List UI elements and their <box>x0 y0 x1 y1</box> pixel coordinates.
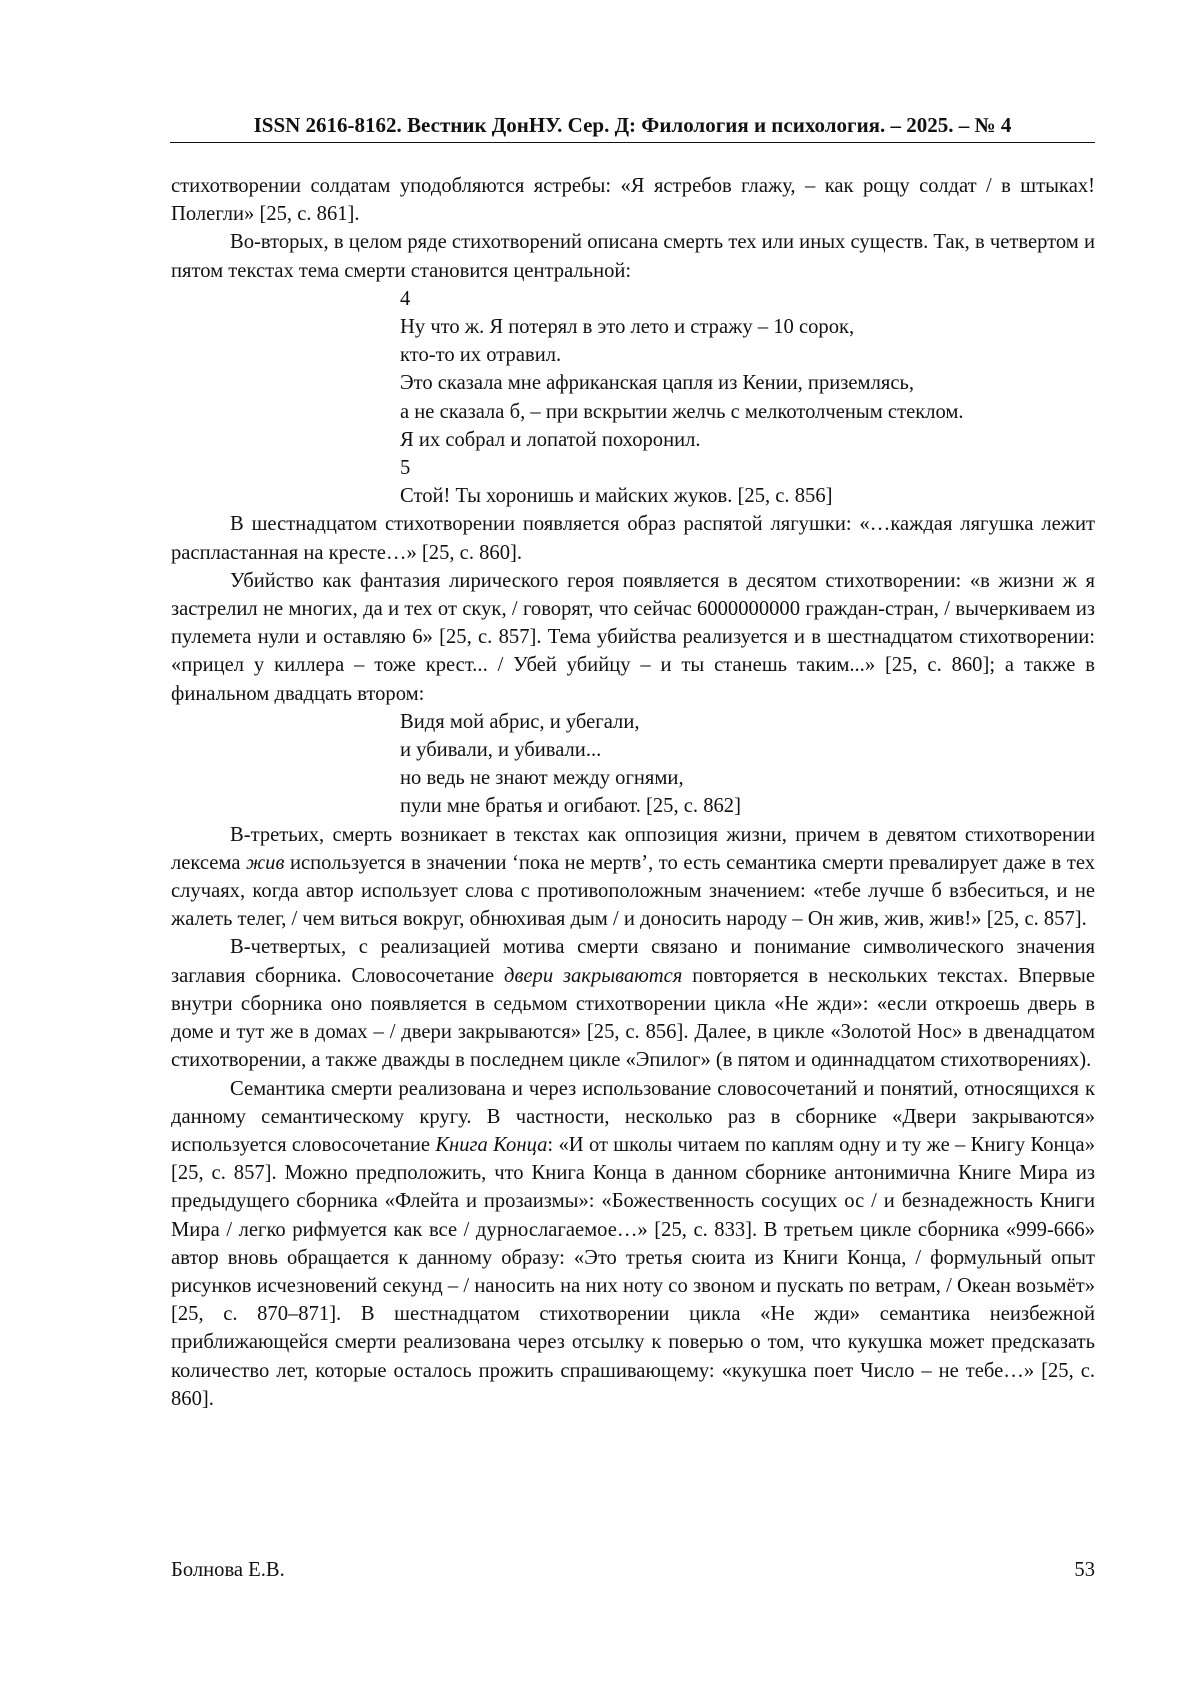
text-run: В-третьих, смерть возникает в текстах как оппозиция жизни, причем в девятом стихотворении лексема <box>171 823 1095 874</box>
poem-line: 5 <box>400 457 411 480</box>
poem-line: и убивали, и убивали... <box>400 739 602 762</box>
poem-line: кто-то их отравил. <box>400 344 562 367</box>
poem-line: Это сказала мне африканская цапля из Кении, приземлясь, <box>400 372 914 395</box>
poem-line: а не сказала б, – при вскрытии желчь с мелкотолченым стеклом. <box>400 400 964 423</box>
poem-line: пули мне братья и огибают. [25, с. 862] <box>400 795 741 818</box>
text-run: Семантика смерти реализована и через использование словосочетаний и понятий, относящихся к данному семантическому кругу. В частности, несколько раз в сборнике «Двери закрываются» используется словосочетание <box>171 1077 1095 1156</box>
page-number: 53 <box>1074 1559 1095 1581</box>
poem-line: Стой! Ты хоронишь и майских жуков. [25, с. 856] <box>400 485 833 508</box>
text-run: повторяется в нескольких текстах. Впервые внутри сборника оно появляется в седьмом стихотворении цикла «Не жди»: «если откроешь дверь в доме и тут же в домах – / двери закрываются» [25, с. 856]. Далее, в цикле «Золотой Нос» в двенадцатом стихотворении, а также дважды в последнем цикле «Эпилог» (в пятом и одиннадцатом стихотворениях). <box>171 964 1095 1072</box>
footer-author: Болнова Е.В. <box>171 1559 285 1581</box>
poem-quote-1 <box>400 285 1095 511</box>
poem-line: Я их собрал и лопатой похоронил. <box>400 428 701 451</box>
text-run: : «И от школы читаем по каплям одну и ту же – Книгу Конца» [25, с. 857]. Можно предположить, что Книга Конца в данном сборнике антонимична Книге Мира из предыдущего сборника «Флейта и прозаизмы»: «Божественность сосущих ос / и безнадежность Книги Мира / легко рифмуется как все / дурнослагаемое…» [25, с. 833]. В третьем цикле сборника «999-666» автор вновь обращается к данному образу: «Это третья сюита из Книги Конца, / формульный опыт рисунков исчезновений секунд – / наносить на них ноту со звоном и пускать по ветрам, / Океан возьмёт» [25, с. 870–871]. В шестнадцатом стихотворении цикла «Не жди» семантика неизбежной приближающейся смерти реализована через отсылку к поверью о том, что кукушка может предсказать количество лет, которые осталось прожить спрашивающему: «кукушка поет Число – не тебе…» [25, с. 860]. <box>171 1133 1095 1410</box>
text-run: используется в значении ‘пока не мертв’, то есть семантика смерти превалирует даже в тех случаях, когда автор использует слова с противоположным значением: «тебе лучше б взбеситься, и не жалеть телег, / чем виться вокруг, обнюхивая дым / и доносить народу – Он жив, жив, жив!» [25, с. 857]. <box>171 851 1095 931</box>
poem-line: Ну что ж. Я потерял в это лето и стражу – 10 сорок, <box>400 316 855 339</box>
italic-term: Книга Конца <box>435 1133 548 1156</box>
paragraph-secondly: Во-вторых, в целом ряде стихотворений описана смерть тех или иных существ. Так, в четвертом и пятом текстах тема смерти становится центральной: <box>171 231 1095 282</box>
paragraph-continuation: стихотворении солдатам уподобляются ястребы: «Я ястребов глажу, – как рощу солдат / в штыках! Полегли» [25, с. 861]. <box>171 175 1095 226</box>
paragraph-semantics <box>171 1075 1095 1413</box>
article-body <box>171 172 1095 1413</box>
poem-quote-2 <box>400 708 1095 821</box>
italic-term: двери закрываются <box>504 964 683 987</box>
text-run: В-четвертых, с реализацией мотива смерти связано и понимание символического значения заглавия сборника. Словосочетание <box>171 936 1095 987</box>
poem-line: 4 <box>400 287 411 310</box>
poem-line: но ведь не знают между огнями, <box>400 767 684 790</box>
paragraph-murder: Убийство как фантазия лирического героя появляется в десятом стихотворении: «в жизни ж я застрелил не многих, да и тех от скук, / говорят, что сейчас 6000000000 граждан-стран, / вычеркиваем из пулемета нули и оставляю 6» [25, с. 857]. Тема убийства реализуется и в шестнадцатом стихотворении: «прицел у киллера – тоже крест... / Убей убийцу – и ты станешь таким...» [25, с. 860]; а также в финальном двадцать втором: <box>171 569 1095 705</box>
paragraph-thirdly <box>171 821 1095 934</box>
poem-line: Видя мой абрис, и убегали, <box>400 710 640 733</box>
paragraph-frog: В шестнадцатом стихотворении появляется образ распятой лягушки: «…каждая лягушка лежит распластанная на кресте…» [25, с. 860]. <box>171 513 1095 564</box>
journal-header: ISSN 2616-8162. Вестник ДонНУ. Сер. Д: Филология и психология. – 2025. – № 4 <box>170 112 1095 143</box>
italic-term: жив <box>246 851 285 874</box>
paragraph-fourthly <box>171 933 1095 1074</box>
